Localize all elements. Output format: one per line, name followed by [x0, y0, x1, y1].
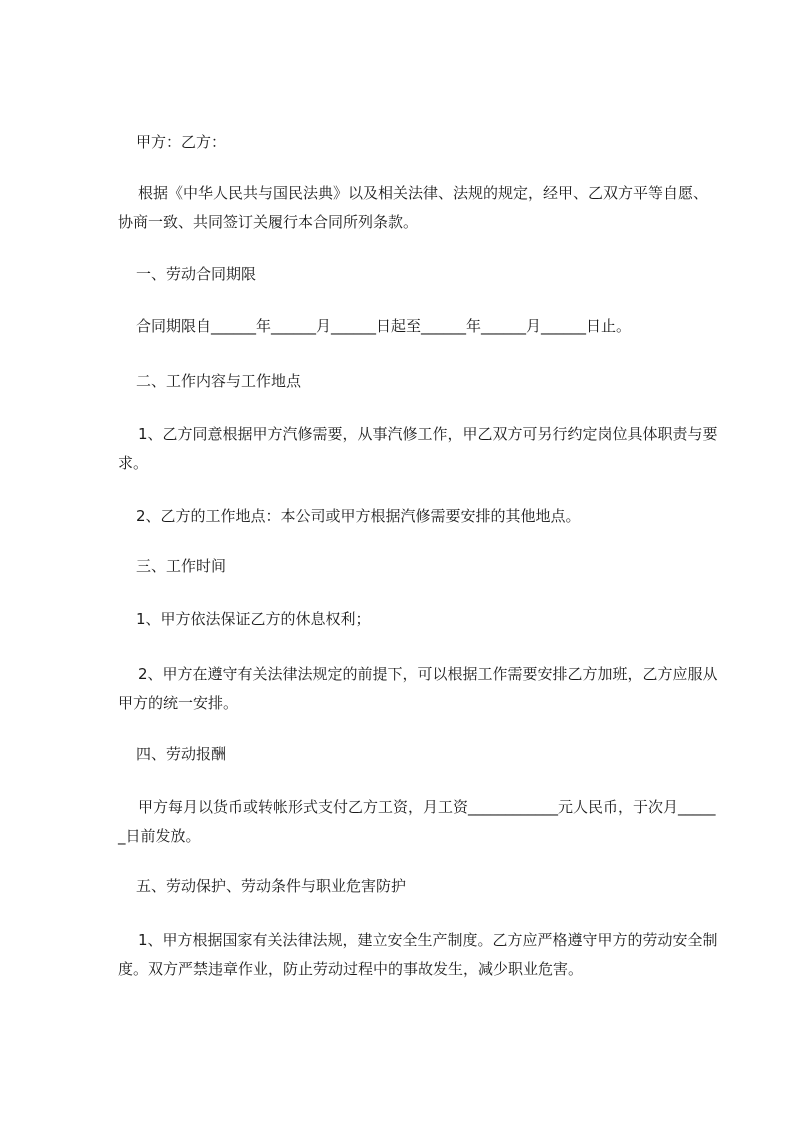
section-5-heading: 五、劳动保护、劳动条件与职业危害防护 — [136, 877, 407, 895]
section-2-item-2: 2、乙方的工作地点：本公司或甲方根据汽修需要安排的其他地点。 — [136, 507, 581, 525]
section-3-heading: 三、工作时间 — [136, 557, 227, 575]
section-1-heading: 一、劳动合同期限 — [136, 265, 257, 283]
parties-line: 甲方：乙方： — [136, 133, 227, 151]
section-4-heading: 四、劳动报酬 — [136, 745, 227, 763]
section-2-item-1: 1、乙方同意根据甲方汽修需要，从事汽修工作，甲乙双方可另行约定岗位具体职责与要求。 — [118, 425, 718, 472]
section-2-heading: 二、工作内容与工作地点 — [136, 372, 302, 390]
contract-term-paragraph: 合同期限自______年______月______日起至______年______月______日止。 — [136, 317, 632, 335]
section-3-item-1: 1、甲方依法保证乙方的休息权利； — [136, 610, 371, 628]
preamble-paragraph: 根据《中华人民共与国民法典》以及相关法律、法规的规定，经甲、乙双方平等自愿、协商一致、共同签订关履行本合同所列条款。 — [118, 184, 709, 231]
section-3-item-2: 2、甲方在遵守有关法律法规定的前提下，可以根据工作需要安排乙方加班，乙方应服从甲方的统一安排。 — [118, 665, 718, 712]
salary-paragraph: 甲方每月以货币或转帐形式支付乙方工资，月工资____________元人民币，于次月______日前发放。 — [118, 798, 716, 845]
section-5-item-1: 1、甲方根据国家有关法律法规，建立安全生产制度。乙方应严格遵守甲方的劳动安全制度。双方严禁违章作业，防止劳动过程中的事故发生，减少职业危害。 — [118, 931, 718, 978]
